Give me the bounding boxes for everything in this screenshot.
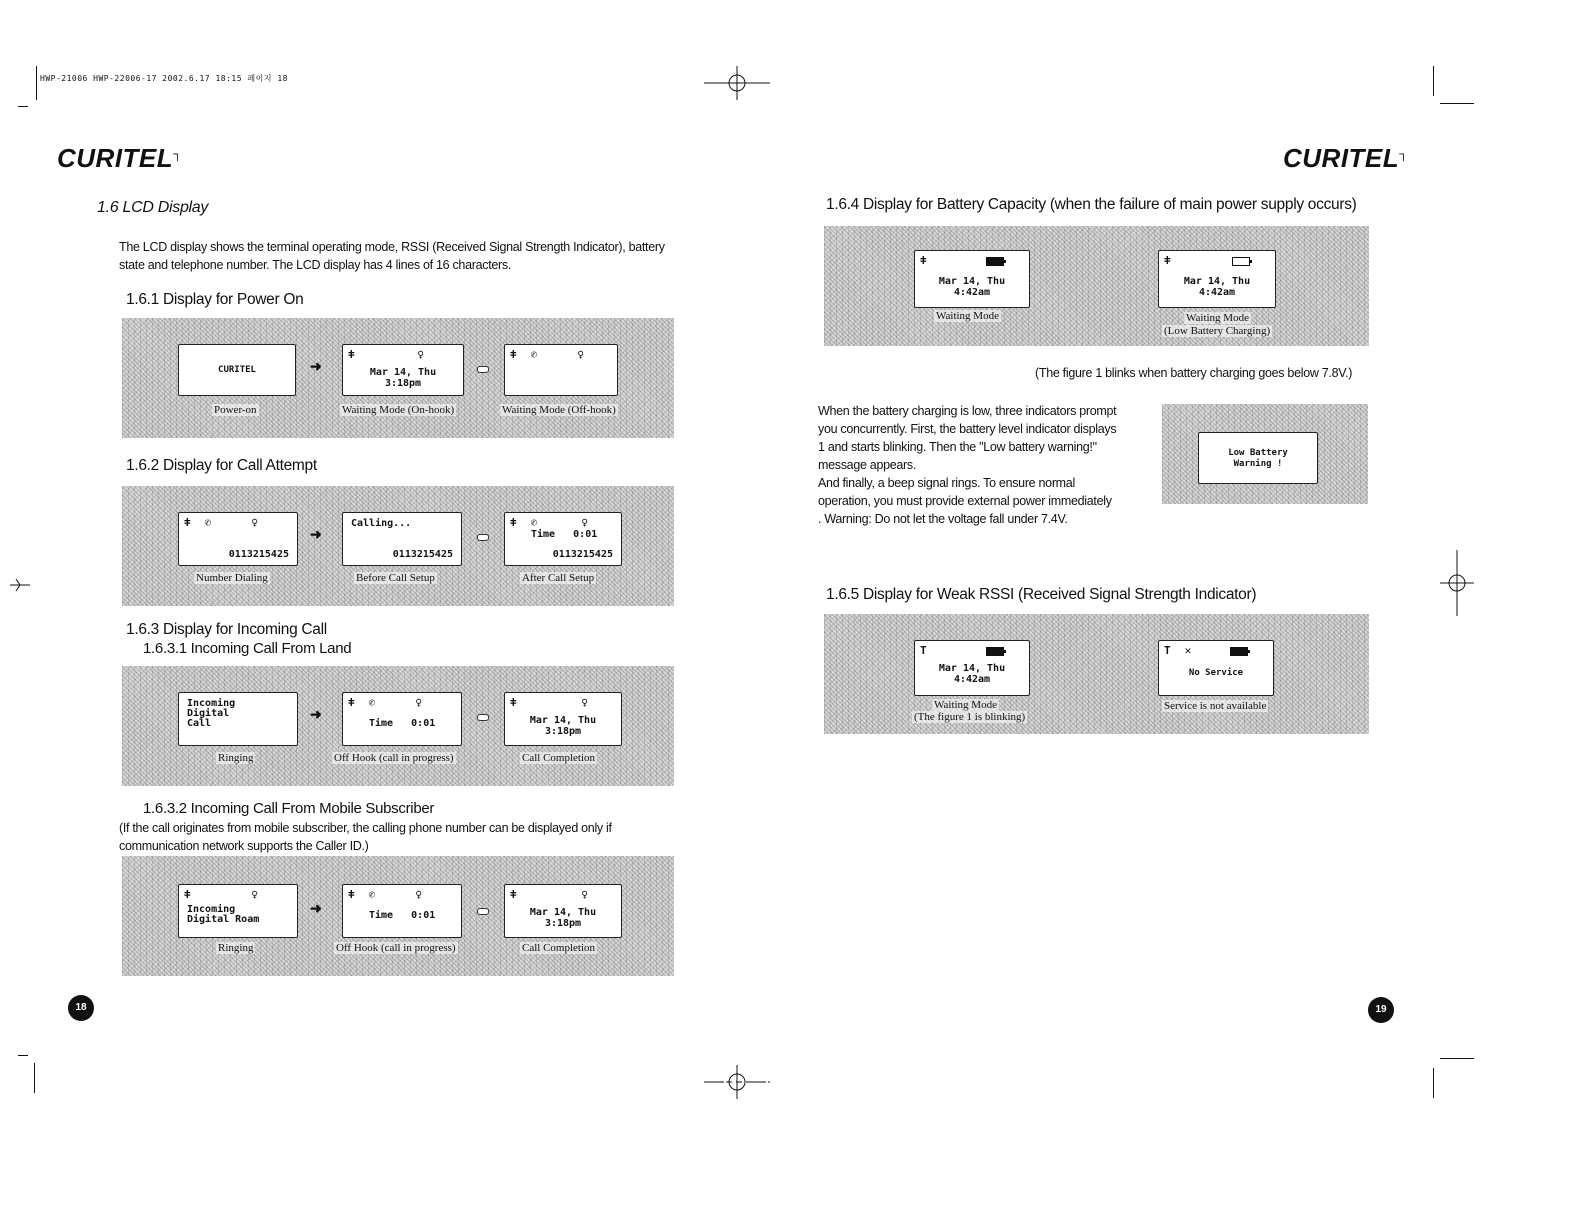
lcd-line: Low Battery xyxy=(1228,448,1288,458)
lcd-weak-rssi xyxy=(914,640,1030,696)
signal-icon: ǂ xyxy=(348,888,355,901)
figure-power-on xyxy=(122,318,674,438)
brand-mark-icon: ┐ xyxy=(173,146,183,161)
caption: (The figure 1 is blinking) xyxy=(914,711,1026,723)
crop-mark-bottom-left xyxy=(34,1063,35,1093)
section-title: 1.6 LCD Display xyxy=(97,199,209,216)
heading-power-on: 1.6.1 Display for Power On xyxy=(126,291,304,308)
heading-incoming-land: 1.6.3.1 Incoming Call From Land xyxy=(143,640,352,657)
ring-icon: ♀ xyxy=(577,348,584,361)
signal-icon: ǂ xyxy=(184,516,191,529)
lcd-line: Mar 14, Thu xyxy=(1183,276,1251,287)
lcd-line: Digital xyxy=(187,708,230,719)
lcd-time xyxy=(369,719,435,729)
battery-full-icon xyxy=(986,257,1004,266)
lcd-line: Mar 14, Thu xyxy=(529,715,597,726)
lcd-off-hook xyxy=(342,692,462,746)
battery-full-icon xyxy=(986,647,1004,656)
paragraph-line: . Warning: Do not let the voltage fall under 7.4V. xyxy=(818,512,1068,526)
crop-mark-top-right-h xyxy=(1440,103,1474,104)
signal-icon: ǂ xyxy=(1164,254,1171,267)
lcd-line: 3:18pm xyxy=(544,918,582,929)
lcd-line: No Service xyxy=(1188,668,1244,678)
crop-mark-top-left xyxy=(36,66,37,100)
signal-icon: ǂ xyxy=(510,696,517,709)
figure-incoming-mobile xyxy=(122,856,674,976)
lcd-line: Digital Roam xyxy=(187,914,260,925)
crop-mark-bottom-left-h xyxy=(18,1055,28,1056)
no-service-icon: ✕ xyxy=(1184,644,1192,657)
heading-battery: 1.6.4 Display for Battery Capacity (when the failure of main power supply occurs) xyxy=(826,196,1357,213)
lcd-waiting-battery xyxy=(914,250,1030,308)
lcd-line: 4:42am xyxy=(953,674,991,685)
status-icons xyxy=(510,348,612,362)
signal-icon: ǂ xyxy=(348,696,355,709)
heading-weak-rssi: 1.6.5 Display for Weak RSSI (Received Signal Strength Indicator) xyxy=(826,586,1257,603)
lcd-line: 3:18pm xyxy=(384,378,422,389)
paragraph-line: you concurrently. First, the battery level indicator displays xyxy=(818,422,1117,436)
status-icons xyxy=(1164,644,1268,658)
ring-icon: ♀ xyxy=(417,348,424,361)
handset-icon: ✆ xyxy=(368,696,376,709)
battery-paragraph xyxy=(818,402,1140,528)
time-value: 0:01 xyxy=(573,529,598,540)
status-icons xyxy=(510,516,616,530)
battery-note: (The figure 1 blinks when battery charging goes below 7.8V.) xyxy=(1035,366,1353,380)
figure-incoming-land xyxy=(122,666,674,786)
signal-icon: ǂ xyxy=(920,254,927,267)
lcd-off-hook-mobile xyxy=(342,884,462,938)
paragraph-line: And finally, a beep signal rings. To ensure normal xyxy=(818,476,1075,490)
crop-mark-top-right xyxy=(1433,66,1434,96)
lcd-power-on xyxy=(178,344,296,396)
divider-icon xyxy=(477,714,489,721)
crop-mark-bottom-right-h xyxy=(1440,1058,1474,1059)
lcd-line: Incoming xyxy=(187,904,236,915)
caption: Waiting Mode (Off-hook) xyxy=(502,404,616,416)
heading-incoming-mobile: 1.6.3.2 Incoming Call From Mobile Subscriber xyxy=(143,800,435,817)
brand-mark-icon: ┐ xyxy=(1399,146,1409,161)
battery-low-icon xyxy=(1232,257,1250,266)
status-icons xyxy=(510,888,616,902)
signal-icon: ǂ xyxy=(348,348,355,361)
handset-icon: ✆ xyxy=(530,516,538,529)
caption: Off Hook (call in progress) xyxy=(334,752,454,764)
lcd-time xyxy=(531,530,597,540)
lcd-number: 0113215425 xyxy=(228,549,289,560)
ring-icon: ♀ xyxy=(581,516,588,529)
lcd-before-call-setup xyxy=(342,512,462,566)
heading-call-attempt: 1.6.2 Display for Call Attempt xyxy=(126,457,317,474)
lcd-line: Warning ! xyxy=(1233,459,1283,469)
page-number-right: 19 xyxy=(1368,997,1394,1023)
ring-icon: ♀ xyxy=(415,696,422,709)
brand-logo-left xyxy=(57,143,182,174)
antenna-icon: T xyxy=(920,644,927,657)
divider-icon xyxy=(477,534,489,541)
signal-icon: ǂ xyxy=(510,516,517,529)
battery-full-icon xyxy=(1230,647,1248,656)
caption: Off Hook (call in progress) xyxy=(336,942,456,954)
lcd-line: Call xyxy=(187,718,212,729)
brand-name: CURITEL xyxy=(57,143,174,173)
print-meta: HWP-21006 HWP-22006-17 2002.6.17 18:15 페이지 18 xyxy=(40,74,288,83)
lcd-line: Mar 14, Thu xyxy=(529,907,597,918)
status-icons xyxy=(920,254,1024,268)
lcd-time xyxy=(369,911,435,921)
figure-call-attempt xyxy=(122,486,674,606)
handset-icon: ✆ xyxy=(530,348,538,361)
status-icons xyxy=(1164,254,1270,268)
lcd-line: Calling... xyxy=(351,518,412,529)
status-icons xyxy=(348,348,458,362)
crop-mark-bottom-right xyxy=(1433,1068,1434,1098)
caption: After Call Setup xyxy=(522,572,595,584)
time-value: 0:01 xyxy=(411,718,436,729)
handset-icon: ✆ xyxy=(204,516,212,529)
intro-paragraph: The LCD display shows the terminal operating mode, RSSI (Received Signal Strength Indicator), battery state and telephone number. The LCD display has 4 lines of 16 characters. xyxy=(119,240,665,272)
time-label: Time xyxy=(531,529,556,540)
ring-icon: ♀ xyxy=(251,516,258,529)
lcd-number-dialing xyxy=(178,512,298,566)
paragraph-line: message appears. xyxy=(818,458,917,472)
registration-target-bottom xyxy=(704,1065,770,1099)
arrow-right-icon: ➜ xyxy=(310,900,322,916)
brand-name: CURITEL xyxy=(1283,143,1400,173)
lcd-line: Mar 14, Thu xyxy=(938,276,1006,287)
registration-target-top xyxy=(704,66,770,100)
registration-target-left xyxy=(10,575,30,595)
figure-battery xyxy=(824,226,1369,346)
figure-weak-rssi xyxy=(824,614,1369,734)
lcd-line: Incoming xyxy=(187,698,236,709)
status-icons xyxy=(348,888,456,902)
lcd-low-battery-warning xyxy=(1198,432,1318,484)
crop-mark-top-left-h xyxy=(18,106,28,107)
heading-incoming: 1.6.3 Display for Incoming Call xyxy=(126,621,327,638)
ring-icon: ♀ xyxy=(581,696,588,709)
ring-icon: ♀ xyxy=(251,888,258,901)
arrow-right-icon: ➜ xyxy=(310,358,322,374)
time-value: 0:01 xyxy=(411,910,436,921)
caption: Service is not available xyxy=(1164,700,1267,712)
lcd-no-service xyxy=(1158,640,1274,696)
status-icons xyxy=(348,696,456,710)
time-label: Time xyxy=(369,910,394,921)
lcd-call-completion xyxy=(504,692,622,746)
divider-icon xyxy=(477,366,489,373)
signal-icon: ǂ xyxy=(510,348,517,361)
lcd-line: Mar 14, Thu xyxy=(938,663,1006,674)
caption: Waiting Mode xyxy=(934,699,997,711)
arrow-right-icon: ➜ xyxy=(310,526,322,542)
caption: Call Completion xyxy=(522,752,596,764)
paragraph-line: 1 and starts blinking. Then the "Low battery warning!" xyxy=(818,440,1097,454)
paragraph-line: When the battery charging is low, three indicators prompt xyxy=(818,404,1117,418)
caption: Waiting Mode xyxy=(936,310,999,322)
ring-icon: ♀ xyxy=(581,888,588,901)
caption: Number Dialing xyxy=(196,572,268,584)
paragraph-line: operation, you must provide external power immediately xyxy=(818,494,1112,508)
lcd-ringing-mobile xyxy=(178,884,298,938)
status-icons xyxy=(184,888,292,902)
lcd-number: 0113215425 xyxy=(552,549,613,560)
caption: Ringing xyxy=(218,752,254,764)
caption: Before Call Setup xyxy=(356,572,435,584)
figure-low-battery-warning xyxy=(1162,404,1368,504)
caption: Waiting Mode xyxy=(1186,312,1249,324)
antenna-icon: T xyxy=(1164,644,1171,657)
divider-icon xyxy=(477,908,489,915)
lcd-line: 4:42am xyxy=(1198,287,1236,298)
status-icons xyxy=(920,644,1024,658)
lcd-number: 0113215425 xyxy=(392,549,453,560)
brand-logo-right xyxy=(1283,143,1408,174)
registration-target-right xyxy=(1440,550,1474,616)
lcd-line: 3:18pm xyxy=(544,726,582,737)
status-icons xyxy=(510,696,616,710)
caption: Power-on xyxy=(214,404,257,416)
signal-icon: ǂ xyxy=(184,888,191,901)
lcd-waiting-off-hook xyxy=(504,344,618,396)
ring-icon: ♀ xyxy=(415,888,422,901)
caption: Waiting Mode (On-hook) xyxy=(342,404,455,416)
caption: Ringing xyxy=(218,942,254,954)
lcd-line: 4:42am xyxy=(953,287,991,298)
signal-icon: ǂ xyxy=(510,888,517,901)
arrow-right-icon: ➜ xyxy=(310,706,322,722)
caption: (Low Battery Charging) xyxy=(1164,325,1271,337)
lcd-waiting-on-hook xyxy=(342,344,464,396)
page-number-left: 18 xyxy=(68,995,94,1021)
lcd-after-call-setup xyxy=(504,512,622,566)
mobile-note: (If the call originates from mobile subscriber, the calling phone number can be displayed only if communication network supports the Caller ID.) xyxy=(119,821,612,853)
lcd-ringing xyxy=(178,692,298,746)
caption: Call Completion xyxy=(522,942,596,954)
lcd-low-battery-charging xyxy=(1158,250,1276,308)
lcd-line: Mar 14, Thu xyxy=(369,367,437,378)
lcd-line: CURITEL xyxy=(218,365,256,375)
status-icons xyxy=(184,516,292,530)
handset-icon: ✆ xyxy=(368,888,376,901)
time-label: Time xyxy=(369,718,394,729)
lcd-call-completion-mobile xyxy=(504,884,622,938)
